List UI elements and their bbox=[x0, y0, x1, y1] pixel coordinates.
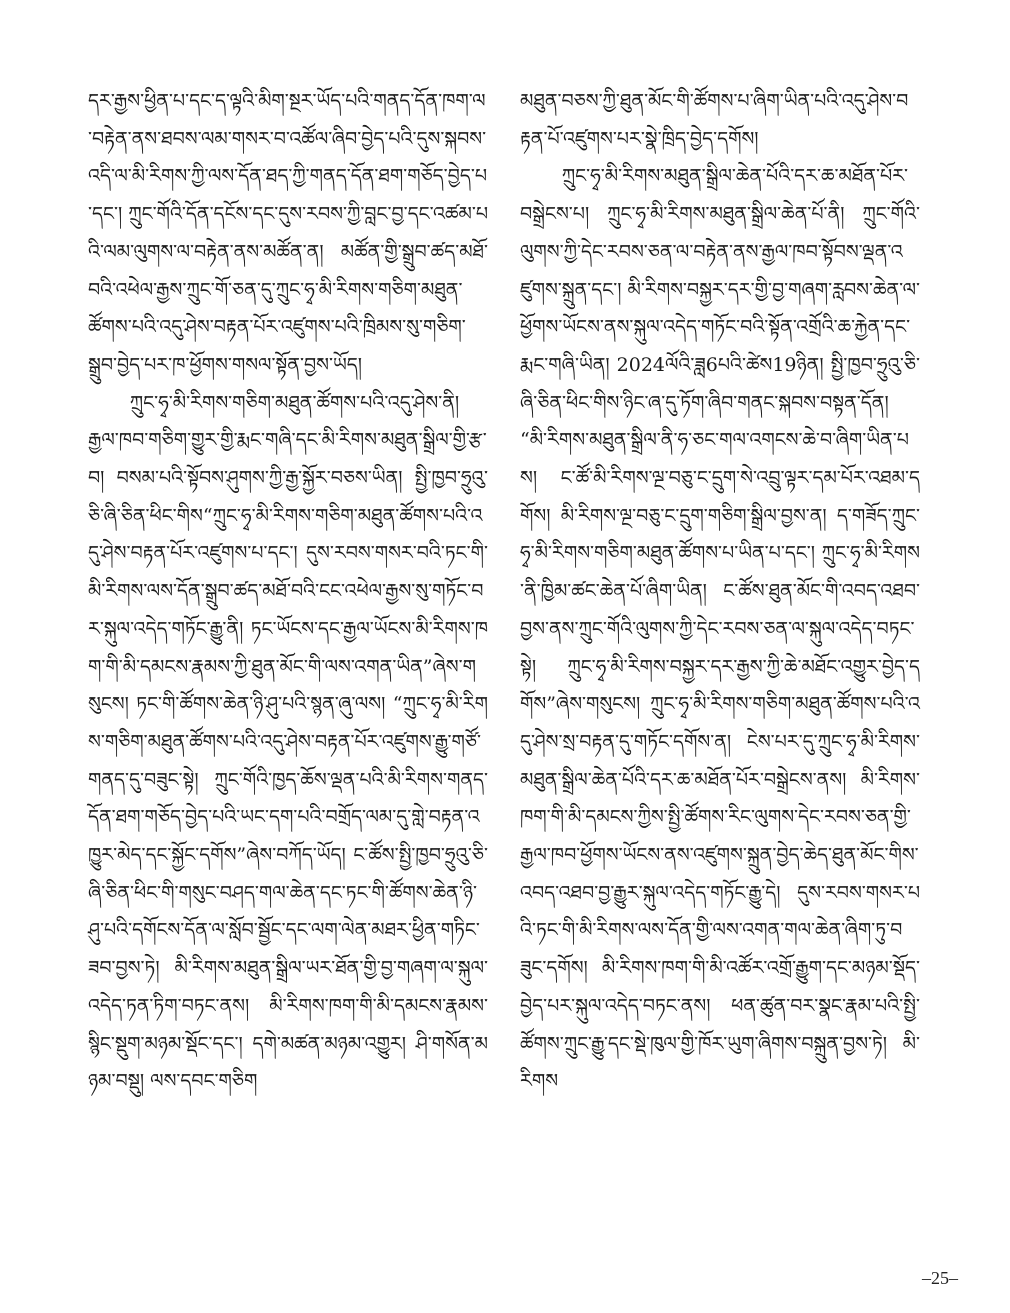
right-column bbox=[520, 83, 920, 1101]
body-paragraph: དར་རྒྱས་ཕྱིན་པ་དང་ད་ལྟའི་མིག་སྔར་ཡོད་པའི་གནད་དོན་ཁག་ལ་བརྟེན་ནས་ཐབས་ལམ་གསར་བ་འཚོལ་ཞིབ་བྱེད་པའི་དུས་སྐབས་འདི་ལ་མི་རིགས་ཀྱི་ལས་དོན་ཐད་ཀྱི་གནད་དོན་ཐག་གཅོད་བྱེད་པ་དང་། ཀྲུང་གོའི་དོན་དངོས་དང་དུས་རབས་ཀྱི་བླང་བྱ་དང་འཚམ་པའི་ལམ་ལུགས་ལ་བརྟེན་ནས་མཚོན་ན། མཚོན་གྱི་སྒྲུབ་ཚད་མཐོ་བའི་འཕེལ་རྒྱས་ཀྲུང་གོ་ཅན་དུ་ཀྲུང་ཧྭ་མི་རིགས་གཅིག་མཐུན་ཚོགས་པའི་འདུ་ཤེས་བརྟན་པོར་འཛུགས་པའི་ཁྲིམས་སུ་གཅིག་སྒྲུབ་བྱེད་པར་ཁ་ཕྱོགས་གསལ་སྟོན་བྱས་ཡོད། bbox=[88, 90, 488, 376]
body-paragraph: ཀྲུང་ཧྭ་མི་རིགས་མཐུན་སྒྲིལ་ཆེན་པོའི་དར་ཆ་མཐོན་པོར་བསྒྲེངས་པ། ཀྲུང་ཧྭ་མི་རིགས་མཐུན་སྒྲིལ་ཆེན་པོ་ནི། ཀྲུང་གོའི་ལུགས་ཀྱི་དེང་རབས་ཅན་ལ་བརྟེན་ནས་རྒྱལ་ཁབ་སྟོབས་ལྡན་འཛུགས་སྐྲུན་དང་། མི་རིགས་བསྐྱར་དར་གྱི་བྱ་གཞག་རླབས་ཆེན་ལ་ཕྱོགས་ཡོངས་ནས་སྐུལ་འདེད་གཏོང་བའི་སྟོན་འགྲོའི་ཆ་རྐྱེན་དང་རྨང་གཞི་ཡིན། 2024ལོའི་ཟླ6པའི་ཚེས19ཉིན། སྤྱི་ཁྱབ་ཧྲུའུ་ཅི་ཞི་ཅིན་ཕིང་གིས་ཉིང་ཞ་དུ་ཏོག་ཞིབ་གནང་སྐབས་བསྟན་དོན། “མི་རིགས་མཐུན་སྒྲིལ་ནི་ཧ་ཅང་གལ་འགངས་ཆེ་བ་ཞིག་ཡིན་པས། ང་ཚོ་མི་རིགས་ལྔ་བཅུ་ང་དྲུག་སེ་འབྲུ་ལྟར་དམ་པོར་འཐམ་དགོས། མི་རིགས་ལྔ་བཅུ་ང་དྲུག་གཅིག་སྒྲིལ་བྱས་ན། ད་གཟོད་ཀྲུང་ཧྭ་མི་རིགས་གཅིག་མཐུན་ཚོགས་པ་ཡིན་པ་དང་། ཀྲུང་ཧྭ་མི་རིགས་ནི་ཁྱིམ་ཚང་ཆེན་པོ་ཞིག་ཡིན། ང་ཚོས་ཐུན་མོང་གི་འབད་འཐབ་བྱས་ནས་ཀྲུང་གོའི་ལུགས་ཀྱི་དེང་རབས་ཅན་ལ་སྐུལ་འདེད་བཏང་སྟེ། ཀྲུང་ཧྭ་མི་རིགས་བསྐྱར་དར་རྒྱས་ཀྱི་ཆེ་མཐོང་འགྱུར་བྱེད་དགོས”ཞེས་གསུངས། ཀྲུང་ཧྭ་མི་རིགས་གཅིག་མཐུན་ཚོགས་པའི་འདུ་ཤེས་སྲ་བརྟན་དུ་གཏོང་དགོས་ན། ངེས་པར་དུ་ཀྲུང་ཧྭ་མི་རིགས་མཐུན་སྒྲིལ་ཆེན་པོའི་དར་ཆ་མཐོན་པོར་བསྒྲེངས་ནས། མི་རིགས་ཁག་གི་མི་དམངས་ཀྱིས་སྤྱི་ཚོགས་རིང་ལུགས་དེང་རབས་ཅན་གྱི་རྒྱལ་ཁབ་ཕྱོགས་ཡོངས་ནས་འཛུགས་སྐྲུན་བྱེད་ཆེད་ཐུན་མོང་གིས་འབད་འཐབ་བྱ་རྒྱུར་སྐུལ་འདེད་གཏོང་རྒྱུ་དེ། དུས་རབས་གསར་པའི་ཏང་གི་མི་རིགས་ལས་དོན་གྱི་ལས་འགན་གལ་ཆེན་ཞིག་ཏུ་བཟུང་དགོས། མི་རིགས་ཁག་གི་མི་འཚོར་འགྲོ་རྒྱུག་དང་མཉམ་སྡོད་བྱེད་པར་སྐུལ་འདེད་བཏང་ནས། ཕན་ཚུན་བར་སྣང་རྣམ་པའི་སྤྱི་ཚོགས་ཀྲུང་རྒྱུ་དང་སྡེ་ཁུལ་གྱི་ཁོར་ཡུག་ཞིགས་བསྐྲུན་བྱས་ཏེ། མི་རིགས bbox=[520, 165, 920, 1093]
body-paragraph: མཐུན་བཅས་ཀྱི་ཐུན་མོང་གི་ཚོགས་པ་ཞིག་ཡིན་པའི་འདུ་ཤེས་བརྟན་པོ་འཛུགས་པར་སྣེ་ཁྲིད་བྱེད་དགོས། bbox=[520, 90, 909, 150]
left-column bbox=[88, 83, 488, 1101]
body-paragraph: ཀྲུང་ཧྭ་མི་རིགས་གཅིག་མཐུན་ཚོགས་པའི་འདུ་ཤེས་ནི། རྒྱལ་ཁབ་གཅིག་གྱུར་གྱི་རྨང་གཞི་དང་མི་རིགས་མཐུན་སྒྲིལ་གྱི་རྩ་བ། བསམ་པའི་སྟོབས་ཤུགས་ཀྱི་རྒྱ་སྐྱོར་བཅས་ཡིན། སྤྱི་ཁྱབ་ཧྲུའུ་ཅི་ཞི་ཅིན་ཕིང་གིས“ཀྲུང་ཧྭ་མི་རིགས་གཅིག་མཐུན་ཚོགས་པའི་འདུ་ཤེས་བརྟན་པོར་འཛུགས་པ་དང་། དུས་རབས་གསར་བའི་ཏང་གི་མི་རིགས་ལས་དོན་སྒྲུབ་ཚད་མཐོ་བའི་ངང་འཕེལ་རྒྱས་སུ་གཏོང་བར་སྐུལ་འདེད་གཏོང་རྒྱུ་ནི། ཏང་ཡོངས་དང་རྒྱལ་ཡོངས་མི་རིགས་ཁག་གི་མི་དམངས་རྣམས་ཀྱི་ཐུན་མོང་གི་ལས་འགན་ཡིན”ཞེས་གསུངས། ཏང་གི་ཚོགས་ཆེན་ཉི་ཤུ་པའི་སྙན་ཞུ་ལས། “ཀྲུང་ཧྭ་མི་རིགས་གཅིག་མཐུན་ཚོགས་པའི་འདུ་ཤེས་བརྟན་པོར་འཛུགས་རྒྱུ་གཙོ་གནད་དུ་བཟུང་སྟེ། ཀྲུང་གོའི་ཁྱད་ཆོས་ལྡན་པའི་མི་རིགས་གནད་དོན་ཐག་གཅོད་བྱེད་པའི་ཡང་དག་པའི་བགྲོད་ལམ་དུ་གླེ་བརྟན་འཁྱུར་མེད་དང་སྐྱོང་དགོས”ཞེས་བཀོད་ཡོད། ང་ཚོས་སྤྱི་ཁྱབ་ཧྲུའུ་ཅི་ཞི་ཅིན་ཕིང་གི་གསུང་བཤད་གལ་ཆེན་དང་ཏང་གི་ཚོགས་ཆེན་ཉི་ཤུ་པའི་དགོངས་དོན་ལ་སློབ་སྦྱོང་དང་ལག་ལེན་མཐར་ཕྱིན་གཏིང་ཟབ་བྱས་ཏེ། མི་རིགས་མཐུན་སྒྲིལ་ཡར་ཐོན་གྱི་བྱ་གཞག་ལ་སྐུལ་འདེད་ཏན་ཏིག་བཏང་ནས། མི་རིགས་ཁག་གི་མི་དམངས་རྣམས་སྙིང་སྡུག་མཉམ་སྡོང་དང་། དགེ་མཚན་མཉམ་འགྱུར། ཤི་གསོན་མཉམ་བསྡུ། ལས་དབང་གཅིག bbox=[88, 391, 488, 1093]
page-number: –25– bbox=[922, 1268, 958, 1288]
